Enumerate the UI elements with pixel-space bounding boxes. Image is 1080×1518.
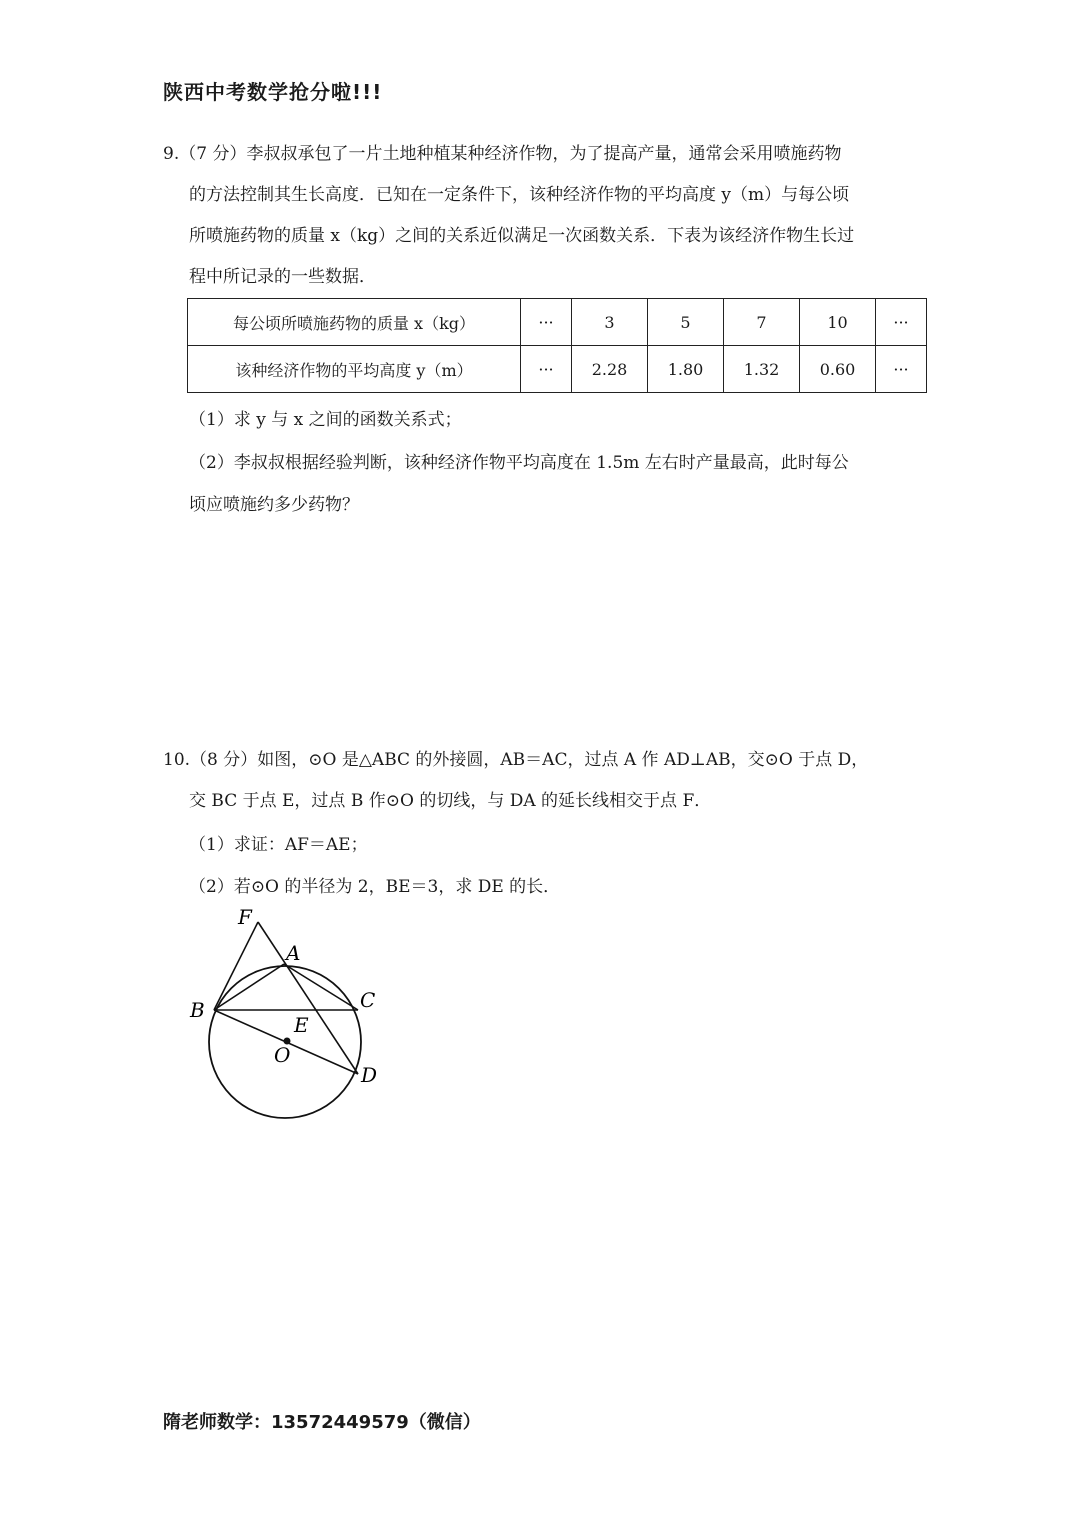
label-o: O — [274, 1043, 291, 1067]
q10-subquestion-1: （1）求证：AF＝AE； — [189, 835, 368, 855]
table-row-label-y: 该种经济作物的平均高度 y（m） — [188, 346, 521, 393]
page-header-title: 陕西中考数学抢分啦!!! — [163, 80, 383, 104]
page-footer-contact: 隋老师数学：13572449579（微信） — [163, 1412, 481, 1433]
segment-ba — [214, 964, 284, 1010]
q9-subquestion-1: （1）求 y 与 x 之间的函数关系式； — [189, 410, 462, 430]
q9-data-table — [187, 298, 927, 393]
label-b: B — [190, 998, 205, 1022]
table-cell-y: 1.32 — [724, 346, 800, 393]
label-e: E — [294, 1013, 309, 1037]
segment-ac — [284, 964, 358, 1010]
label-f: F — [238, 905, 252, 929]
table-row-label-x: 每公顷所喷施药物的质量 x（kg） — [188, 299, 521, 346]
q10-line-2: 交 BC 于点 E，过点 B 作⊙O 的切线，与 DA 的延长线相交于点 F． — [189, 791, 712, 811]
table-cell-ellipsis: ··· — [521, 346, 572, 393]
label-d: D — [361, 1063, 378, 1087]
table-cell-x: 3 — [572, 299, 648, 346]
table-cell-ellipsis: ··· — [876, 299, 927, 346]
table-cell-ellipsis: ··· — [521, 299, 572, 346]
label-c: C — [360, 988, 376, 1012]
table-cell-y: 0.60 — [800, 346, 876, 393]
q10-geometry-figure — [180, 900, 420, 1140]
table-cell-y: 2.28 — [572, 346, 648, 393]
label-a: A — [286, 941, 301, 965]
q9-line-2: 的方法控制其生长高度．已知在一定条件下，该种经济作物的平均高度 y（m）与每公顷 — [189, 185, 850, 205]
table-cell-x: 7 — [724, 299, 800, 346]
q9-line-1: 9.（7 分）李叔叔承包了一片土地种植某种经济作物，为了提高产量，通常会采用喷施药物 — [163, 144, 842, 164]
q9-line-4: 程中所记录的一些数据． — [189, 267, 376, 287]
q9-subquestion-2-line-1: （2）李叔叔根据经验判断，该种经济作物平均高度在 1.5m 左右时产量最高，此时每公 — [189, 453, 849, 473]
segment-fb — [214, 922, 258, 1010]
q10-subquestion-2: （2）若⊙O 的半径为 2，BE＝3，求 DE 的长． — [189, 877, 561, 897]
q9-line-3: 所喷施药物的质量 x（kg）之间的关系近似满足一次函数关系．下表为该经济作物生长过 — [189, 226, 855, 246]
question-10 — [163, 740, 923, 822]
q10-line-1: 10.（8 分）如图，⊙O 是△ABC 的外接圆，AB＝AC，过点 A 作 AD⊥AB，交⊙O 于点 D， — [163, 750, 869, 770]
table-row — [188, 346, 927, 393]
table-cell-y: 1.80 — [648, 346, 724, 393]
table-cell-x: 5 — [648, 299, 724, 346]
table-row — [188, 299, 927, 346]
table-cell-ellipsis: ··· — [876, 346, 927, 393]
q9-subquestion-2-line-2: 顷应喷施约多少药物？ — [189, 495, 359, 515]
question-9 — [163, 134, 923, 298]
table-cell-x: 10 — [800, 299, 876, 346]
